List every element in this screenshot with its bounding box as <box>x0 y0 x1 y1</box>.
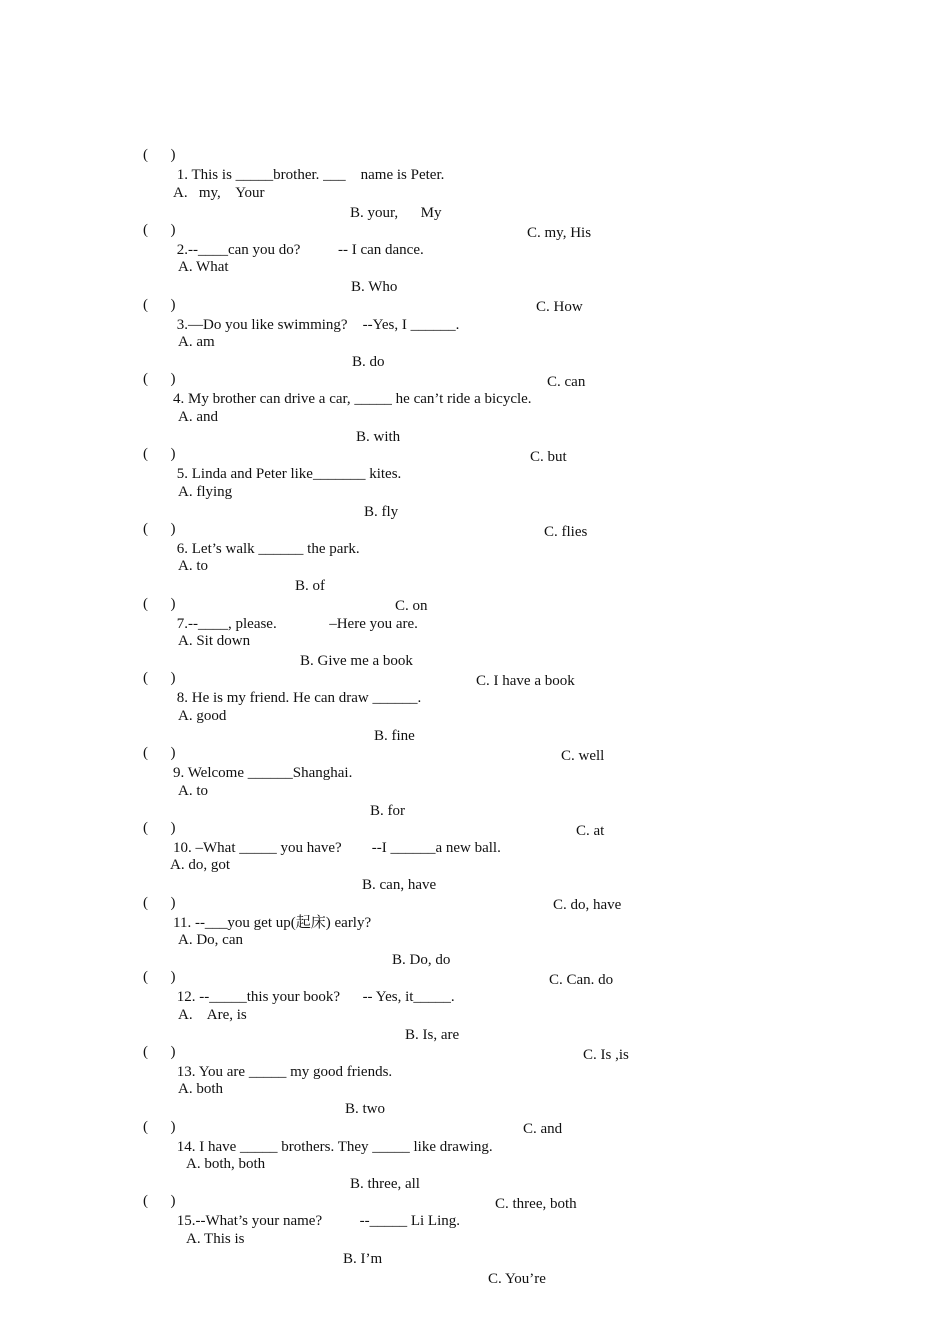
option-c: C. three, both <box>495 1196 577 1212</box>
option-a: A. my, Your <box>173 185 265 201</box>
option-a: A. Sit down <box>178 633 251 649</box>
answer-blank[interactable]: ( ) <box>143 745 176 761</box>
option-b: B. with <box>356 429 401 445</box>
question-text: 12. --_____this your book? -- Yes, it_____. <box>173 989 455 1005</box>
option-c: C. How <box>536 299 583 315</box>
question-text: 4. My brother can drive a car, _____ he can’t ride a bicycle. <box>173 391 532 407</box>
option-c: C. You’re <box>488 1271 546 1287</box>
answer-blank[interactable]: ( ) <box>143 1119 176 1135</box>
option-c: C. at <box>576 823 605 839</box>
option-c: C. well <box>561 748 605 764</box>
answer-blank[interactable]: ( ) <box>143 297 176 313</box>
option-a: A. This is <box>186 1231 245 1247</box>
option-b: B. three, all <box>350 1176 420 1192</box>
option-a: A. Are, is <box>178 1007 247 1023</box>
option-b: B. Is, are <box>405 1027 460 1043</box>
option-a: A. to <box>178 783 208 799</box>
option-c: C. my, His <box>527 225 592 241</box>
question-text: 8. He is my friend. He can draw ______. <box>173 690 422 706</box>
option-c: C. flies <box>544 524 588 540</box>
question-text: 1. This is _____brother. ___ name is Peter. <box>173 167 445 183</box>
option-c: C. Can. do <box>549 972 614 988</box>
option-b: B. two <box>345 1101 386 1117</box>
option-a: A. both, both <box>186 1156 266 1172</box>
option-b: B. do <box>352 354 385 370</box>
option-b: B. fly <box>364 504 399 520</box>
option-a: A. Do, can <box>178 932 243 948</box>
answer-blank[interactable]: ( ) <box>143 820 176 836</box>
option-b: B. for <box>370 803 405 819</box>
option-c: C. Is ,is <box>583 1047 629 1063</box>
question-9 <box>0 723 353 781</box>
answer-blank[interactable]: ( ) <box>143 371 176 387</box>
option-b: B. of <box>295 578 325 594</box>
option-c: C. can <box>547 374 586 390</box>
question-text: 3.—Do you like swimming? --Yes, I ______. <box>173 317 460 333</box>
question-text: 6. Let’s walk ______ the park. <box>173 541 360 557</box>
option-a: A. both <box>178 1081 223 1097</box>
option-b: B. fine <box>374 728 415 744</box>
option-b: B. Who <box>351 279 398 295</box>
question-text: 10. –What _____ you have? --I ______a new ball. <box>173 840 501 856</box>
option-c: C. do, have <box>553 897 622 913</box>
answer-blank[interactable]: ( ) <box>143 1044 176 1060</box>
option-c: C. but <box>530 449 567 465</box>
option-c: C. I have a book <box>476 673 575 689</box>
option-a: A. do, got <box>170 857 230 873</box>
option-a: A. to <box>178 558 208 574</box>
option-a: A. What <box>178 259 229 275</box>
option-a: A. good <box>178 708 227 724</box>
question-6 <box>0 499 360 557</box>
question-1 <box>0 125 445 183</box>
answer-blank[interactable]: ( ) <box>143 969 176 985</box>
question-text: 9. Welcome ______Shanghai. <box>173 765 353 781</box>
question-text: 2.--____can you do? -- I can dance. <box>173 242 424 258</box>
question-text: 11. --___you get up(起床) early? <box>173 915 372 931</box>
question-text: 14. I have _____ brothers. They _____ like drawing. <box>173 1139 493 1155</box>
answer-blank[interactable]: ( ) <box>143 147 176 163</box>
option-b: B. I’m <box>343 1251 383 1267</box>
option-c: C. and <box>523 1121 563 1137</box>
option-c: C. on <box>395 598 428 614</box>
question-text: 5. Linda and Peter like_______ kites. <box>173 466 402 482</box>
option-a: A. am <box>178 334 215 350</box>
question-13 <box>0 1022 393 1080</box>
answer-blank[interactable]: ( ) <box>143 222 176 238</box>
answer-blank[interactable]: ( ) <box>143 670 176 686</box>
answer-blank[interactable]: ( ) <box>143 446 176 462</box>
option-a: A. and <box>178 409 218 425</box>
question-text: 7.--____, please. –Here you are. <box>173 616 418 632</box>
option-b: B. your, My <box>350 205 442 221</box>
question-text: 15.--What’s your name? --_____ Li Ling. <box>173 1213 461 1229</box>
question-text: 13. You are _____ my good friends. <box>173 1064 393 1080</box>
question-11 <box>0 873 372 931</box>
answer-blank[interactable]: ( ) <box>143 895 176 911</box>
answer-blank[interactable]: ( ) <box>143 596 176 612</box>
option-b: B. Do, do <box>392 952 451 968</box>
answer-blank[interactable]: ( ) <box>143 521 176 537</box>
answer-blank[interactable]: ( ) <box>143 1193 176 1209</box>
option-b: B. can, have <box>362 877 437 893</box>
option-a: A. flying <box>178 484 233 500</box>
option-b: B. Give me a book <box>300 653 413 669</box>
